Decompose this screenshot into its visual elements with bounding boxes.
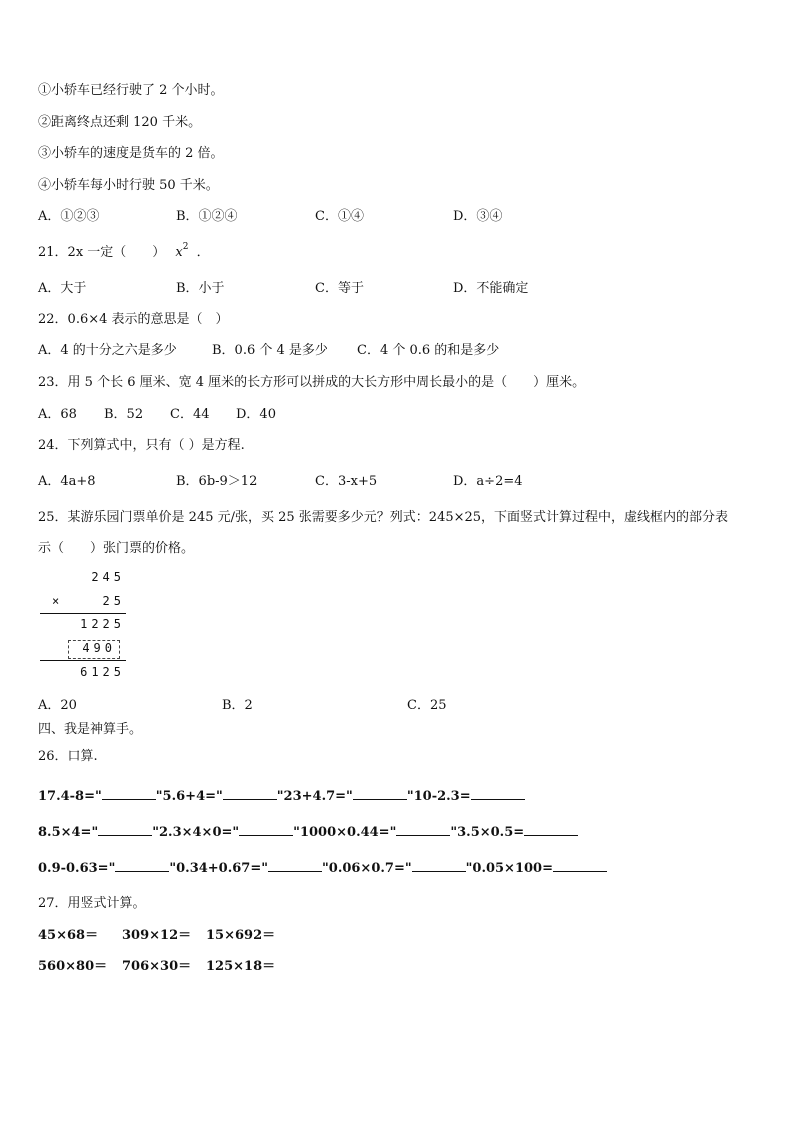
oral-item: "0.06×0.7=" [322, 861, 412, 876]
calc-item: 309×12＝ [122, 928, 192, 943]
oral-item: 8.5×4=" [38, 825, 99, 840]
calc-result: 6125 [80, 665, 125, 679]
q24-option-b[interactable]: B．6b-9＞12 [176, 474, 258, 489]
statement-4: ④小轿车每小时行驶 50 千米。 [38, 178, 219, 193]
q21-text: 21．2x 一定（ ） [38, 245, 166, 260]
q22-question: 22．0.6×4 表示的意思是（ ） [38, 312, 229, 327]
section-heading: 四、我是神算手。 [38, 722, 143, 737]
q22-option-a[interactable]: A．4 的十分之六是多少 [38, 343, 177, 358]
answer-blank[interactable] [553, 858, 607, 872]
q21-option-a[interactable]: A．大于 [38, 281, 87, 296]
calc-item: 15×692＝ [206, 928, 276, 943]
q24-option-d[interactable]: D．a÷2=4 [453, 474, 523, 489]
oral-item: "10-2.3= [406, 789, 471, 804]
q24-question: 24．下列算式中，只有（ ）是方程. [38, 438, 245, 453]
calc-rule-1 [40, 613, 126, 614]
q25-question-line2: 示（ ）张门票的价格。 [38, 541, 195, 556]
oral-item: "0.34+0.67=" [169, 861, 268, 876]
oral-item: "23+4.7=" [276, 789, 353, 804]
calc-operator: × [52, 594, 64, 608]
oral-item: "0.05×100= [465, 861, 553, 876]
q21-option-d[interactable]: D．不能确定 [453, 281, 529, 296]
answer-blank[interactable] [239, 822, 293, 836]
q25-option-b[interactable]: B．2 [222, 698, 253, 713]
answer-blank[interactable] [353, 786, 407, 800]
q20-option-a[interactable]: A．①②③ [38, 209, 100, 224]
q24-option-a[interactable]: A．4a+8 [38, 474, 96, 489]
q26-question: 26．口算. [38, 749, 98, 764]
oral-item: "5.6+4=" [155, 789, 223, 804]
q23-option-a[interactable]: A．68 [38, 407, 77, 422]
q23-option-d[interactable]: D．40 [236, 407, 276, 422]
q25-option-a[interactable]: A．20 [38, 698, 77, 713]
oral-item: 0.9-0.63=" [38, 861, 116, 876]
calc-rule-2 [40, 660, 126, 661]
answer-blank[interactable] [412, 858, 466, 872]
calc-item: 45×68＝ [38, 928, 99, 943]
oral-item: 17.4-8=" [38, 789, 102, 804]
q21-option-b[interactable]: B．小于 [176, 281, 225, 296]
answer-blank[interactable] [524, 822, 578, 836]
q21-option-c[interactable]: C．等于 [315, 281, 364, 296]
statement-3: ③小轿车的速度是货车的 2 倍。 [38, 146, 224, 161]
calc-partial-2: 490 [82, 641, 116, 655]
calc-item: 706×30＝ [122, 959, 192, 974]
q23-option-c[interactable]: C．44 [170, 407, 210, 422]
oral-item: "3.5×0.5= [450, 825, 525, 840]
oral-item: "1000×0.44=" [293, 825, 397, 840]
q21-question [38, 244, 210, 263]
answer-blank[interactable] [102, 786, 156, 800]
answer-blank[interactable] [471, 786, 525, 800]
q20-option-c[interactable]: C．①④ [315, 209, 364, 224]
statement-1: ①小轿车已经行驶了 2 个小时。 [38, 83, 224, 98]
answer-blank[interactable] [115, 858, 169, 872]
q25-option-c[interactable]: C．25 [407, 698, 447, 713]
oral-row-1 [38, 786, 525, 806]
q20-option-b[interactable]: B．①②④ [176, 209, 238, 224]
q24-option-c[interactable]: C．3-x+5 [315, 474, 378, 489]
oral-row-3 [38, 858, 607, 878]
answer-blank[interactable] [223, 786, 277, 800]
q23-question: 23．用 5 个长 6 厘米、宽 4 厘米的长方形可以拼成的大长方形中周长最小的是（ ）厘米。 [38, 375, 586, 390]
calc-item: 560×80＝ [38, 959, 108, 974]
q21-exponent: 2 [182, 242, 189, 252]
calc-item: 125×18＝ [206, 959, 276, 974]
q27-question: 27．用竖式计算。 [38, 896, 146, 911]
calc-partial-1: 1225 [80, 617, 125, 631]
statement-2: ②距离终点还剩 120 千米。 [38, 115, 202, 130]
q20-option-d[interactable]: D．③④ [453, 209, 503, 224]
calc-multiplicand: 245 [91, 570, 125, 584]
calc-multiplier: 25 [102, 594, 125, 608]
oral-item: "2.3×4×0=" [152, 825, 240, 840]
q22-option-b[interactable]: B．0.6 个 4 是多少 [212, 343, 328, 358]
answer-blank[interactable] [268, 858, 322, 872]
q25-question-line1: 25．某游乐园门票单价是 245 元/张，买 25 张需要多少元？列式：245×25，下面竖式计算过程中，虚线框内的部分表 [38, 510, 729, 525]
oral-row-2 [38, 822, 578, 842]
q21-variable: x [175, 245, 183, 260]
q23-option-b[interactable]: B．52 [104, 407, 144, 422]
answer-blank[interactable] [396, 822, 450, 836]
q21-tail: ． [196, 245, 210, 260]
answer-blank[interactable] [98, 822, 152, 836]
q22-option-c[interactable]: C．4 个 0.6 的和是多少 [357, 343, 500, 358]
